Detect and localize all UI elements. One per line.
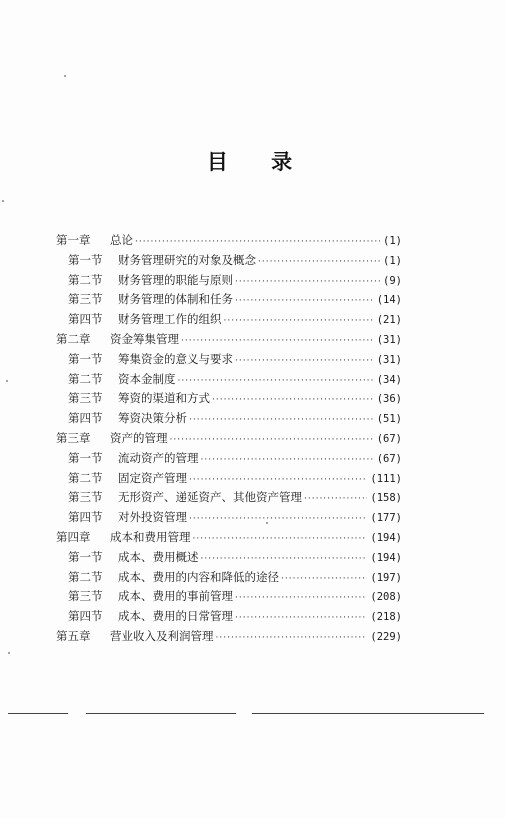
section-number: 第二节 bbox=[68, 569, 103, 584]
toc-section-entry bbox=[56, 549, 402, 569]
chapter-number: 第二章 bbox=[56, 331, 91, 346]
section-title: 资本金制度 bbox=[118, 371, 176, 386]
page-number: (31) bbox=[376, 333, 402, 346]
scan-speck bbox=[64, 75, 66, 77]
section-title: 无形资产、递延资产、其他资产管理 bbox=[118, 490, 302, 505]
dot-leader bbox=[189, 415, 374, 425]
dot-leader bbox=[178, 376, 374, 386]
page-number: (111) bbox=[370, 472, 402, 485]
section-title: 成本、费用的日常管理 bbox=[118, 609, 233, 624]
chapter-title: 资产的管理 bbox=[110, 430, 168, 445]
scan-speck bbox=[8, 652, 10, 654]
section-number: 第四节 bbox=[68, 510, 103, 525]
section-title: 财务管理的体制和任务 bbox=[118, 292, 233, 307]
section-title: 流动资产的管理 bbox=[118, 450, 199, 465]
table-of-contents bbox=[56, 232, 402, 648]
section-title: 对外投资管理 bbox=[118, 510, 187, 525]
toc-chapter-entry bbox=[56, 331, 402, 351]
page-number: (31) bbox=[376, 353, 402, 366]
section-number: 第四节 bbox=[68, 609, 103, 624]
dot-leader bbox=[216, 633, 368, 643]
page-number: (194) bbox=[370, 551, 402, 564]
section-number: 第一节 bbox=[68, 252, 103, 267]
dot-leader bbox=[201, 455, 374, 465]
dot-leader bbox=[201, 554, 368, 564]
toc-chapter-entry bbox=[56, 628, 402, 648]
dot-leader bbox=[193, 534, 368, 544]
section-number: 第一节 bbox=[68, 450, 103, 465]
scan-speck bbox=[266, 522, 268, 524]
page-number: (177) bbox=[370, 512, 402, 525]
dot-leader bbox=[304, 494, 367, 504]
bottom-rule-middle bbox=[86, 713, 236, 714]
dot-leader bbox=[235, 296, 374, 306]
page-number: (194) bbox=[370, 531, 402, 544]
page-number: (36) bbox=[376, 393, 402, 406]
section-number: 第三节 bbox=[68, 490, 103, 505]
section-number: 第四节 bbox=[68, 312, 103, 327]
chapter-number: 第五章 bbox=[56, 628, 91, 643]
section-number: 第三节 bbox=[68, 589, 103, 604]
page-number: (51) bbox=[376, 413, 402, 426]
section-number: 第二节 bbox=[68, 470, 103, 485]
toc-section-entry bbox=[56, 311, 402, 331]
chapter-number: 第四章 bbox=[56, 529, 91, 544]
toc-section-entry bbox=[56, 291, 402, 311]
section-title: 筹集资金的意义与要求 bbox=[118, 351, 233, 366]
toc-section-entry bbox=[56, 569, 402, 589]
toc-section-entry bbox=[56, 371, 402, 391]
toc-section-entry bbox=[56, 489, 402, 509]
section-number: 第一节 bbox=[68, 549, 103, 564]
section-title: 成本、费用概述 bbox=[118, 549, 199, 564]
toc-section-entry bbox=[56, 470, 402, 490]
dot-leader bbox=[135, 237, 380, 247]
dot-leader bbox=[258, 257, 380, 267]
page-number: (67) bbox=[376, 432, 402, 445]
toc-section-entry bbox=[56, 272, 402, 292]
dot-leader bbox=[224, 316, 374, 326]
toc-chapter-entry bbox=[56, 232, 402, 252]
dot-leader bbox=[170, 435, 374, 445]
toc-section-entry bbox=[56, 450, 402, 470]
page-number: (158) bbox=[370, 492, 402, 505]
toc-section-entry bbox=[56, 390, 402, 410]
dot-leader bbox=[235, 277, 380, 287]
toc-section-entry bbox=[56, 410, 402, 430]
toc-section-entry bbox=[56, 608, 402, 628]
chapter-title: 成本和费用管理 bbox=[110, 529, 191, 544]
section-number: 第二节 bbox=[68, 371, 103, 386]
section-number: 第四节 bbox=[68, 411, 103, 426]
scan-speck bbox=[6, 380, 8, 382]
section-title: 财务管理工作的组织 bbox=[118, 312, 222, 327]
toc-section-entry bbox=[56, 351, 402, 371]
dot-leader bbox=[212, 395, 374, 405]
dot-leader bbox=[181, 336, 374, 346]
page-number: (14) bbox=[376, 294, 402, 307]
scan-speck bbox=[2, 200, 4, 202]
chapter-number: 第一章 bbox=[56, 233, 91, 247]
dot-leader bbox=[189, 475, 367, 485]
dot-leader bbox=[235, 593, 367, 603]
section-title: 筹资决策分析 bbox=[118, 411, 187, 426]
page-title: 目 录 bbox=[206, 150, 311, 174]
chapter-title: 总论 bbox=[110, 233, 133, 247]
section-number: 第一节 bbox=[68, 351, 103, 366]
dot-leader bbox=[189, 514, 367, 524]
dot-leader bbox=[235, 613, 367, 623]
page-number: (218) bbox=[370, 611, 402, 624]
chapter-title: 营业收入及利润管理 bbox=[110, 628, 214, 643]
section-title: 财务管理的职能与原则 bbox=[118, 272, 233, 287]
page-number: (1) bbox=[383, 235, 402, 247]
chapter-number: 第三章 bbox=[56, 430, 91, 445]
toc-chapter-entry bbox=[56, 529, 402, 549]
section-number: 第三节 bbox=[68, 292, 103, 307]
page-number: (208) bbox=[370, 591, 402, 604]
toc-section-entry bbox=[56, 509, 402, 529]
page-number: (21) bbox=[376, 314, 402, 327]
section-number: 第三节 bbox=[68, 391, 103, 406]
page-number: (229) bbox=[370, 630, 402, 643]
dot-leader bbox=[235, 356, 374, 366]
toc-chapter-entry bbox=[56, 430, 402, 450]
bottom-rule-left bbox=[8, 713, 68, 714]
chapter-title: 资金筹集管理 bbox=[110, 331, 179, 346]
section-title: 成本、费用的事前管理 bbox=[118, 589, 233, 604]
bottom-rule-right bbox=[252, 713, 484, 714]
section-title: 筹资的渠道和方式 bbox=[118, 391, 210, 406]
section-title: 成本、费用的内容和降低的途径 bbox=[118, 569, 279, 584]
toc-section-entry bbox=[56, 252, 402, 272]
section-title: 固定资产管理 bbox=[118, 470, 187, 485]
page-number: (67) bbox=[376, 452, 402, 465]
toc-section-entry bbox=[56, 588, 402, 608]
page-number: (34) bbox=[376, 373, 402, 386]
dot-leader bbox=[281, 574, 367, 584]
page-number: (9) bbox=[383, 274, 402, 287]
section-title: 财务管理研究的对象及概念 bbox=[118, 252, 256, 267]
page-number: (197) bbox=[370, 571, 402, 584]
section-number: 第二节 bbox=[68, 272, 103, 287]
page-number: (1) bbox=[383, 254, 402, 267]
